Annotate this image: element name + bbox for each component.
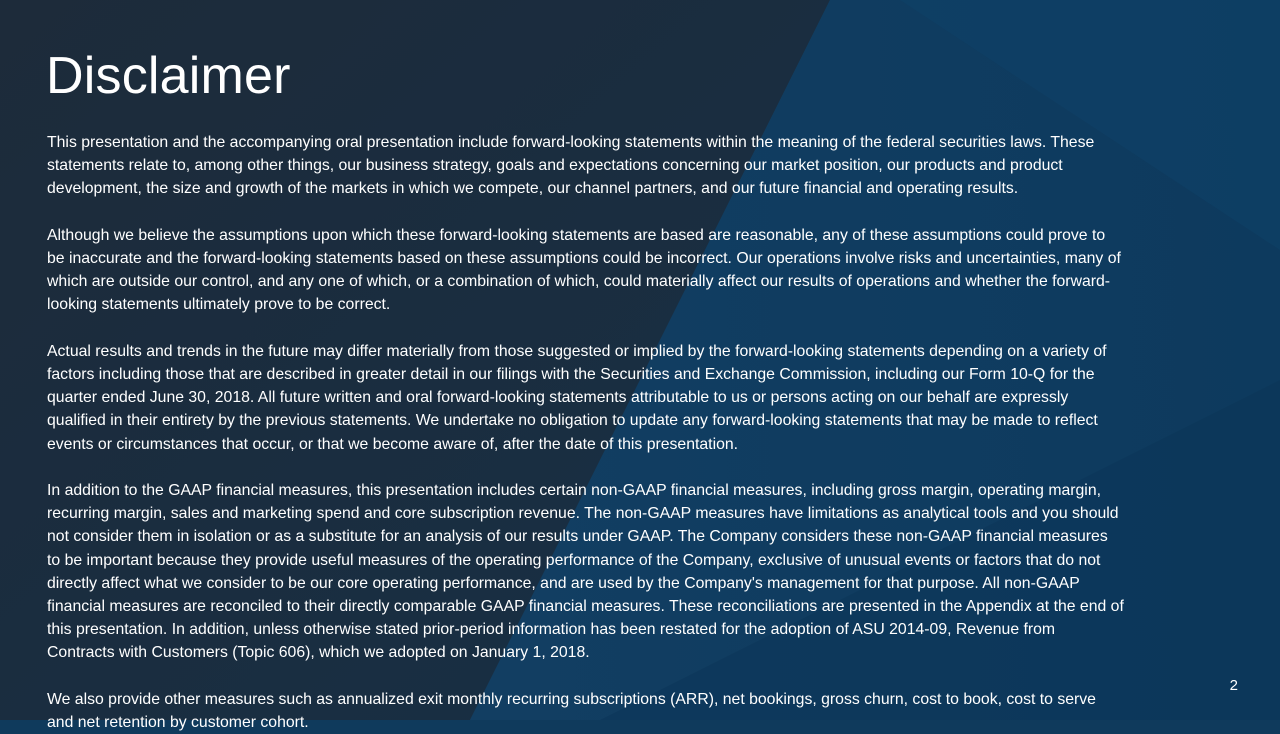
paragraph-forward-looking: This presentation and the accompanying oral presentation include forward-looking statements within the meaning of the federal securities laws. These statements relate to, among other things, our business strategy, goals and expectations concerning our market position, our products and product development, the size and growth of the markets in which we compete, our channel partners, and our future financial and operating results. [47, 134, 1095, 198]
paragraph-non-gaap: In addition to the GAAP financial measures, this presentation includes certain non-GAAP financial measures, including gross margin, operating margin, recurring margin, sales and marketing spend and core subscription revenue. The non-GAAP measures have limitations as analytical tools and you should not consider them in isolation or as a substitute for an analysis of our results under GAAP. The Company considers these non-GAAP financial measures to be important because they provide useful measures of the operating performance of the Company, exclusive of unusual events or factors that do not directly affect what we consider to be our core operating performance, and are used by the Company's management for that purpose. All non-GAAP financial measures are reconciled to their directly comparable GAAP financial measures. These reconciliations are presented in the Appendix at the end of this presentation. In addition, unless otherwise stated prior-period information has been restated for the adoption of ASU 2014-09, Revenue from Contracts with Customers (Topic 606), which we adopted on January 1, 2018. [47, 482, 1124, 662]
disclaimer-body [47, 131, 1242, 734]
page-number: 2 [1229, 677, 1238, 694]
paragraph-other-measures: We also provide other measures such as annualized exit monthly recurring subscriptions (ARR), net bookings, gross churn, cost to book, cost to serve and net retention by customer cohort. [47, 690, 1096, 732]
slide-title: Disclaimer [46, 47, 291, 105]
paragraph-assumptions: Although we believe the assumptions upon which these forward-looking statements are based are reasonable, any of these assumptions could prove to be inaccurate and the forward-looking statements based on these assumptions could be incorrect. Our operations involve risks and uncertainties, many of which are outside our control, and any one of which, or a combination of which, could materially affect our results of operations and whether the forward- looking statements ultimately prove to be correct. [47, 226, 1121, 314]
paragraph-actual-results: Actual results and trends in the future may differ materially from those suggested or implied by the forward-looking statements depending on a variety of factors including those that are described in greater detail in our filings with the Securities and Exchange Commission, including our Form 10-Q for the quarter ended June 30, 2018. All future written and oral forward-looking statements attributable to us or persons acting on our behalf are expressly qualified in their entirety by the previous statements. We undertake no obligation to update any forward-looking statements that may be made to reflect events or circumstances that occur, or that we become aware of, after the date of this presentation. [47, 342, 1107, 453]
